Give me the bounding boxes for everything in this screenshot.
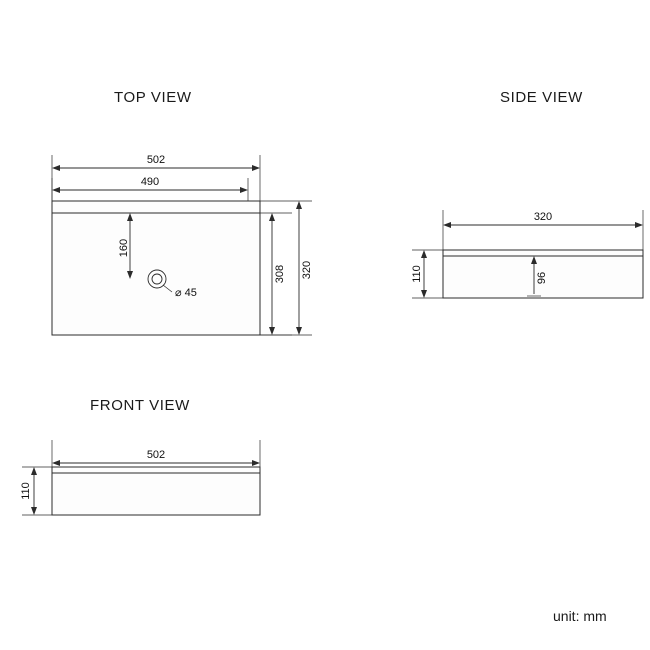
view-title-top: TOP VIEW: [114, 89, 192, 106]
arrow-502-right: [252, 165, 260, 171]
arrow-490-left: [52, 187, 60, 193]
arrow-320-top: [296, 201, 302, 209]
arrow-front-502-left: [52, 460, 60, 466]
arrow-308-top: [269, 213, 275, 221]
front-view-group: [20, 440, 260, 515]
front-view-outline: [52, 467, 260, 515]
arrow-side-110-bottom: [421, 290, 427, 298]
arrow-side-320-left: [443, 222, 451, 228]
arrow-front-110-top: [31, 467, 37, 475]
arrow-front-110-bottom: [31, 507, 37, 515]
top-view-group: [52, 154, 313, 335]
arrow-side-320-right: [635, 222, 643, 228]
arrow-490-right: [240, 187, 248, 193]
unit-note: unit: mm: [553, 608, 607, 624]
side-view-group: [411, 210, 643, 298]
arrow-side-110-top: [421, 250, 427, 258]
dim-side-overall-length: 320: [533, 211, 553, 223]
view-title-side: SIDE VIEW: [500, 89, 583, 106]
dim-top-hole-diameter: ⌀ 45: [175, 287, 197, 299]
dim-top-inner-width: 490: [140, 176, 160, 188]
view-title-front: FRONT VIEW: [90, 397, 190, 414]
dim-side-inner-height: 96: [536, 271, 548, 285]
arrow-308-bottom: [269, 327, 275, 335]
dim-top-overall-width: 502: [146, 154, 166, 166]
top-view-outline: [52, 201, 260, 335]
dim-top-inner-depth: 308: [274, 264, 286, 284]
dim-front-overall-width: 502: [146, 449, 166, 461]
arrow-502-left: [52, 165, 60, 171]
dim-front-height: 110: [20, 482, 32, 500]
dim-top-hole-offset: 160: [118, 238, 130, 258]
dim-top-overall-depth: 320: [301, 260, 313, 280]
arrow-front-502-right: [252, 460, 260, 466]
dim-side-height: 110: [411, 265, 423, 283]
arrow-320-bottom: [296, 327, 302, 335]
